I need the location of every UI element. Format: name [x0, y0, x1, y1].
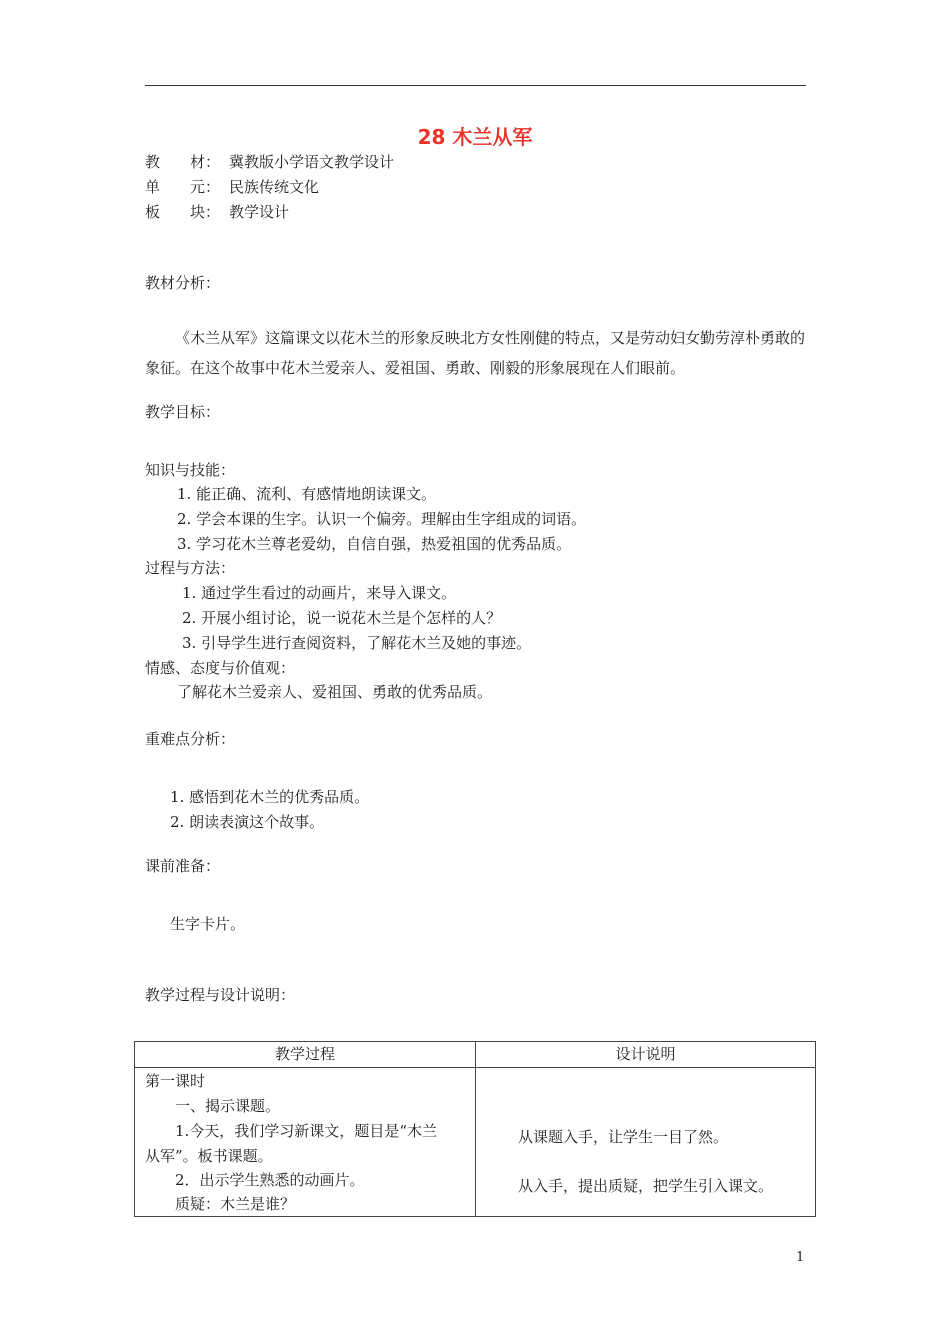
- key-heading: 重难点分析：: [145, 730, 236, 748]
- meta-value: 教学设计: [229, 203, 290, 221]
- knowledge-item: 3. 学习花木兰尊老爱幼，自信自强，热爱祖国的优秀品质。: [177, 535, 572, 553]
- meta-row-block: [145, 202, 289, 222]
- design-heading: 教学过程与设计说明：: [145, 986, 296, 1004]
- analysis-paragraph: 《木兰从军》这篇课文以花木兰的形象反映北方女性刚健的特点，又是劳动妇女勤劳淳朴勇敢的象征。在这个故事中花木兰爱亲人、爱祖国、勇敢、刚毅的形象展现在人们眼前。: [145, 329, 806, 377]
- process-item: 1. 通过学生看过的动画片，来导入课文。: [182, 584, 457, 602]
- process-heading: 过程与方法：: [145, 559, 236, 577]
- key-item: 1. 感悟到花木兰的优秀品质。: [170, 788, 370, 806]
- table-row: [135, 1068, 816, 1217]
- table-line: 质疑：木兰是谁？: [175, 1195, 296, 1213]
- meta-value: 民族传统文化: [229, 178, 320, 196]
- table-line: 第一课时: [145, 1072, 206, 1090]
- table-line: 1.今天，我们学习新课文，题目是“木兰: [175, 1122, 437, 1140]
- knowledge-item: 1. 能正确、流利、有感情地朗读课文。: [177, 485, 437, 503]
- goals-heading: 教学目标：: [145, 403, 221, 421]
- table-cell-process: [135, 1068, 476, 1217]
- analysis-heading: 教材分析：: [145, 274, 221, 292]
- prep-text: 生字卡片。: [170, 915, 246, 933]
- emotion-heading: 情感、态度与价值观：: [145, 659, 296, 677]
- process-item: 3. 引导学生进行查阅资料，了解花木兰及她的事迹。: [182, 634, 532, 652]
- document-title: 28 木兰从军: [417, 125, 533, 149]
- process-table: [134, 1041, 816, 1217]
- process-item: 2. 开展小组讨论，说一说花木兰是个怎样的人？: [182, 609, 502, 627]
- table-line: 从入手，提出质疑，把学生引入课文。: [518, 1177, 774, 1195]
- meta-label: 板 块：: [145, 203, 221, 221]
- meta-label: 教 材：: [145, 153, 221, 171]
- meta-label: 单 元：: [145, 178, 221, 196]
- emotion-text: 了解花木兰爱亲人、爱祖国、勇敢的优秀品质。: [177, 683, 493, 701]
- knowledge-heading: 知识与技能：: [145, 461, 236, 479]
- knowledge-item: 2. 学会本课的生字。认识一个偏旁。理解由生字组成的词语。: [177, 510, 587, 528]
- page-number: 1: [796, 1250, 805, 1265]
- table-cell-notes: [476, 1068, 816, 1217]
- table-line: 一、揭示课题。: [175, 1097, 281, 1115]
- table-header-row: [135, 1042, 816, 1068]
- table-header-process: 教学过程: [135, 1042, 476, 1068]
- key-item: 2. 朗读表演这个故事。: [170, 813, 325, 831]
- table-line: 从军”。板书课题。: [145, 1147, 273, 1165]
- meta-value: 冀教版小学语文教学设计: [229, 153, 395, 171]
- table-line: 2．出示学生熟悉的动画片。: [175, 1171, 365, 1189]
- header-rule: [145, 85, 806, 86]
- table-line: 从课题入手，让学生一目了然。: [518, 1128, 729, 1146]
- meta-row-unit: [145, 177, 319, 197]
- meta-row-material: [145, 152, 394, 172]
- prep-heading: 课前准备：: [145, 857, 221, 875]
- table-header-notes: 设计说明: [476, 1042, 816, 1068]
